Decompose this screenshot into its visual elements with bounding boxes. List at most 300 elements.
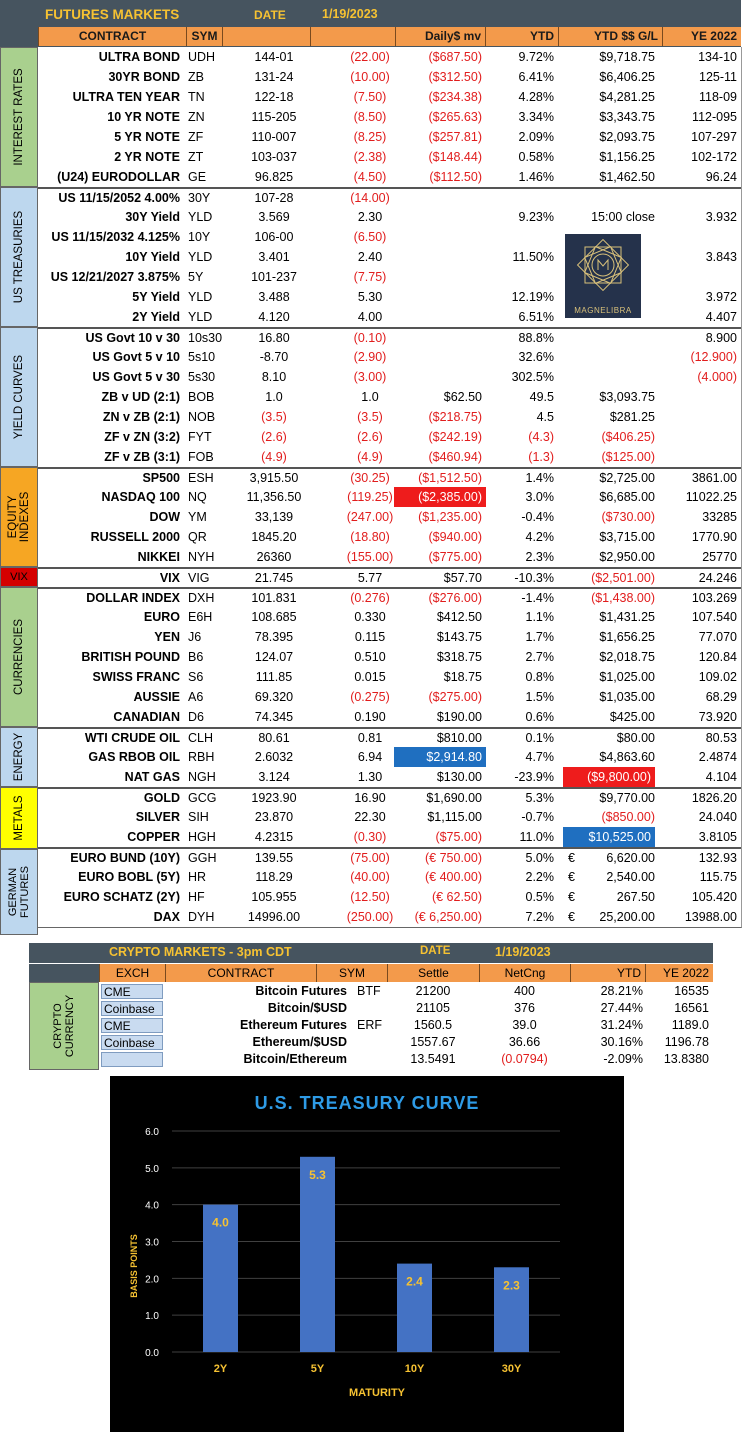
- futures-cell-sym: YLD: [188, 210, 213, 224]
- futures-cell-eur: €: [568, 851, 575, 865]
- futures-cell-last: (2.6): [261, 430, 287, 444]
- futures-cell-last: 115-205: [251, 110, 297, 124]
- futures-cell-chg: (0.276): [350, 591, 390, 605]
- futures-row[interactable]: [38, 47, 741, 67]
- futures-cell-ytd: 2.09%: [518, 130, 554, 144]
- col-header-sym[interactable]: SYM: [186, 27, 222, 46]
- futures-cell-ytd: 1.5%: [525, 690, 554, 704]
- crypto-col-settle[interactable]: Settle: [387, 964, 479, 982]
- chart-data-label: 2.4: [406, 1274, 423, 1289]
- futures-cell-sym: B6: [188, 650, 204, 664]
- futures-cell-last: 103-037: [251, 150, 297, 164]
- futures-row[interactable]: [38, 427, 741, 447]
- futures-cell-last: 122-18: [254, 90, 294, 104]
- futures-cell-gl: $4,281.25: [599, 90, 655, 104]
- futures-cell-last: 110-007: [251, 130, 297, 144]
- futures-cell-ye: 80.53: [705, 731, 737, 745]
- crypto-cell-exch[interactable]: CME: [101, 984, 163, 999]
- futures-row[interactable]: [38, 67, 741, 87]
- futures-cell-ye: 115.75: [699, 870, 737, 884]
- crypto-col-netcng[interactable]: NetCng: [479, 964, 570, 982]
- futures-cell-sym: ZB: [188, 70, 204, 84]
- futures-cell-last: 144-01: [254, 50, 294, 64]
- futures-cell-ytd: -10.3%: [514, 571, 554, 585]
- futures-cell-chg: (119.25): [347, 490, 393, 504]
- futures-cell-gl: ($730.00): [601, 510, 655, 524]
- futures-cell-chg: (4.50): [353, 170, 387, 184]
- futures-row[interactable]: [38, 907, 741, 927]
- col-header-ytd-gl[interactable]: YTD $$ G/L: [558, 27, 662, 46]
- futures-row[interactable]: [38, 707, 741, 727]
- futures-cell-ye: 112-095: [692, 110, 737, 124]
- futures-cell-chg: (75.00): [350, 851, 390, 865]
- crypto-cell-exch[interactable]: Coinbase: [101, 1001, 163, 1016]
- futures-cell-chg: 6.94: [357, 750, 383, 764]
- futures-cell-name: US 12/21/2027 3.875%: [50, 270, 180, 284]
- futures-row[interactable]: [38, 187, 741, 207]
- futures-row[interactable]: [38, 807, 741, 827]
- futures-cell-last: 105.955: [251, 890, 297, 904]
- futures-cell-ytd: 2.7%: [525, 650, 554, 664]
- crypto-cell-contract: Ethereum Futures: [240, 1018, 347, 1032]
- futures-cell-last: 101-237: [251, 270, 297, 284]
- futures-row[interactable]: [38, 827, 741, 847]
- futures-cell-ye: (4.000): [697, 370, 737, 384]
- futures-cell-gl: $1,656.25: [599, 630, 655, 644]
- futures-cell-dmv: ($242.19): [428, 430, 482, 444]
- futures-cell-dmv: ($460.94): [428, 450, 482, 464]
- futures-row[interactable]: [38, 487, 741, 507]
- crypto-cell-exch[interactable]: CME: [101, 1018, 163, 1033]
- futures-cell-dmv: (€ 62.50): [431, 890, 482, 904]
- futures-cell-chg: 1.0: [361, 390, 379, 404]
- futures-cell-last: 8.10: [261, 370, 287, 384]
- futures-cell-ye: (12.900): [690, 350, 737, 364]
- futures-cell-name: SP500: [142, 471, 180, 485]
- futures-date: 1/19/2023: [322, 7, 378, 21]
- col-header-ye-2022[interactable]: YE 2022: [662, 27, 741, 46]
- futures-cell-chg: (10.00): [350, 70, 390, 84]
- futures-row[interactable]: [38, 127, 741, 147]
- futures-cell-ye: 11022.25: [685, 490, 737, 504]
- futures-cell-gl: $2,950.00: [599, 550, 655, 564]
- futures-row[interactable]: [38, 167, 741, 187]
- futures-cell-chg: (7.75): [353, 270, 387, 284]
- category-us-treasuries: US TREASURIES: [0, 187, 38, 327]
- futures-cell-ye: 4.104: [705, 770, 737, 784]
- futures-cell-ytd: 6.41%: [518, 70, 554, 84]
- futures-cell-chg: (12.50): [350, 890, 390, 904]
- futures-row[interactable]: [38, 327, 741, 347]
- futures-cell-sym: 10Y: [188, 230, 211, 244]
- futures-cell-dmv: ($2,385.00): [394, 487, 482, 507]
- futures-cell-sym: YLD: [188, 250, 213, 264]
- futures-cell-dmv: [394, 307, 482, 327]
- futures-cell-name: NASDAQ 100: [101, 490, 180, 504]
- futures-cell-ytd: 2.2%: [525, 870, 554, 884]
- futures-cell-name: AUSSIE: [133, 690, 180, 704]
- futures-row[interactable]: [38, 647, 741, 667]
- futures-row[interactable]: [38, 107, 741, 127]
- futures-cell-ye: 68.29: [705, 690, 737, 704]
- category-currencies: CURRENCIES: [0, 587, 38, 727]
- futures-cell-chg: 5.77: [357, 571, 383, 585]
- futures-row[interactable]: [38, 667, 741, 687]
- futures-cell-chg: (18.80): [350, 530, 390, 544]
- futures-cell-gl: $1,025.00: [599, 670, 655, 684]
- futures-cell-last: 96.825: [254, 170, 294, 184]
- crypto-cell-sym: ERF: [357, 1018, 382, 1032]
- futures-cell-ytd: 1.46%: [518, 170, 554, 184]
- crypto-cell-ye: 16535: [674, 984, 709, 998]
- crypto-col-ye-2022[interactable]: YE 2022: [645, 964, 713, 982]
- futures-cell-name: US 11/15/2052 4.00%: [58, 191, 180, 205]
- futures-cell-last: 26360: [256, 550, 292, 564]
- futures-cell-sym: HGH: [188, 830, 216, 844]
- futures-cell-gl: $80.00: [616, 731, 655, 745]
- col-header-contract[interactable]: CONTRACT: [38, 27, 186, 46]
- futures-row[interactable]: [38, 627, 741, 647]
- futures-row[interactable]: [38, 887, 741, 907]
- chart-x-tick-label: 2Y: [213, 1363, 228, 1375]
- futures-cell-ye: 77.070: [698, 630, 737, 644]
- futures-cell-dmv: (€ 6,250.00): [414, 910, 482, 924]
- futures-cell-ytd: 11.0%: [519, 830, 554, 844]
- futures-cell-sym: S6: [188, 670, 204, 684]
- futures-cell-name: US Govt 5 v 10: [92, 350, 180, 364]
- futures-cell-gl: ($1,438.00): [591, 591, 655, 605]
- futures-cell-last: 3.488: [258, 290, 290, 304]
- futures-cell-sym: J6: [188, 630, 202, 644]
- crypto-cell-exch[interactable]: [101, 1052, 163, 1067]
- crypto-header-spacer: [29, 964, 99, 982]
- futures-cell-sym: YLD: [188, 310, 213, 324]
- futures-cell-sym: FYT: [188, 430, 212, 444]
- crypto-col-ytd[interactable]: YTD: [570, 964, 645, 982]
- futures-cell-name: WTI CRUDE OIL: [84, 731, 180, 745]
- futures-cell-last: 33,139: [254, 510, 294, 524]
- futures-cell-dmv: $62.50: [443, 390, 482, 404]
- futures-cell-last: 111.85: [255, 670, 293, 684]
- futures-cell-gl: $1,462.50: [599, 170, 655, 184]
- futures-cell-gl: $2,018.75: [599, 650, 655, 664]
- futures-row[interactable]: [38, 207, 741, 227]
- futures-cell-last: 23.870: [254, 810, 294, 824]
- futures-row[interactable]: [38, 687, 741, 707]
- chart-x-tick-label: 5Y: [310, 1363, 325, 1375]
- chart-bar-5y[interactable]: [300, 1157, 335, 1352]
- futures-cell-ye: [664, 387, 737, 407]
- futures-row[interactable]: [38, 527, 741, 547]
- crypto-cell-contract: Bitcoin Futures: [255, 984, 347, 998]
- futures-row[interactable]: [38, 587, 741, 607]
- futures-cell-ytd: 0.1%: [525, 731, 554, 745]
- futures-cell-dmv: (€ 400.00): [425, 870, 482, 884]
- futures-cell-dmv: ($148.44): [428, 150, 482, 164]
- futures-cell-last: 107-28: [254, 191, 294, 205]
- futures-cell-ye: 132.93: [698, 851, 737, 865]
- futures-cell-name: EURO BOBL (5Y): [78, 870, 180, 884]
- chart-y-axis-label: BASIS POINTS: [129, 1234, 139, 1298]
- category-german-futures: GERMAN FUTURES: [0, 849, 38, 935]
- futures-cell-ye: 107-297: [691, 130, 737, 144]
- crypto-date-label: DATE: [420, 945, 451, 957]
- futures-cell-sym: UDH: [188, 50, 216, 64]
- futures-cell-ytd: 12.19%: [511, 290, 554, 304]
- futures-cell-gl: 267.50: [616, 890, 655, 904]
- crypto-cell-settle: 21105: [416, 1001, 450, 1015]
- futures-cell-name: SWISS FRANC: [92, 670, 180, 684]
- futures-cell-chg: 22.30: [354, 810, 386, 824]
- futures-cell-chg: 4.00: [357, 310, 383, 324]
- futures-row[interactable]: [38, 767, 741, 787]
- futures-cell-last: 118.29: [255, 870, 293, 884]
- futures-cell-ye: 118-09: [699, 90, 737, 104]
- futures-cell-gl: $2,725.00: [599, 471, 655, 485]
- futures-cell-dmv: [394, 227, 482, 247]
- crypto-row[interactable]: [99, 1051, 713, 1068]
- crypto-cell-settle: 21200: [415, 984, 451, 998]
- futures-cell-dmv: [394, 267, 482, 287]
- futures-cell-name: VIX: [159, 571, 180, 585]
- futures-cell-dmv: [394, 207, 482, 227]
- chart-x-tick-label: 30Y: [501, 1363, 522, 1375]
- futures-row[interactable]: [38, 447, 741, 467]
- futures-cell-sym: 10s30: [188, 331, 223, 345]
- futures-cell-sym: RBH: [188, 750, 215, 764]
- crypto-row[interactable]: [99, 1034, 713, 1051]
- futures-cell-sym: GE: [188, 170, 207, 184]
- chart-y-tick-label: 4.0: [145, 1200, 159, 1212]
- chart-y-tick-label: 6.0: [145, 1127, 159, 1138]
- futures-cell-gl: [559, 367, 655, 387]
- chart-data-label: 5.3: [309, 1167, 326, 1182]
- futures-cell-ye: 24.246: [698, 571, 737, 585]
- futures-cell-ytd: 5.3%: [525, 791, 554, 805]
- futures-cell-name: COPPER: [127, 830, 180, 844]
- futures-cell-dmv: $2,914.80: [394, 747, 482, 767]
- futures-cell-ytd: 4.2%: [525, 530, 554, 544]
- futures-cell-ytd: (4.3): [528, 430, 554, 444]
- crypto-cell-netcng: 376: [514, 1001, 535, 1015]
- futures-cell-ytd: [480, 188, 554, 208]
- futures-row[interactable]: [38, 347, 741, 367]
- futures-cell-sym: DXH: [188, 591, 215, 605]
- futures-cell-sym: DYH: [188, 910, 215, 924]
- futures-row[interactable]: [38, 367, 741, 387]
- futures-row[interactable]: [38, 847, 741, 867]
- futures-cell-last: 106-00: [254, 230, 294, 244]
- crypto-col-contract[interactable]: CONTRACT: [165, 964, 316, 982]
- futures-cell-dmv: $18.75: [443, 670, 482, 684]
- col-header-daily-mv[interactable]: Daily$ mv: [395, 27, 485, 46]
- futures-row[interactable]: [38, 607, 741, 627]
- crypto-row[interactable]: [99, 1017, 713, 1034]
- futures-cell-dmv: $1,115.00: [427, 810, 482, 824]
- futures-cell-name: ZF v ZN (3:2): [104, 430, 180, 444]
- futures-cell-name: ZF v ZB (3:1): [104, 450, 180, 464]
- futures-cell-ytd: 5.0%: [525, 851, 554, 865]
- futures-cell-ye: 3.972: [705, 290, 737, 304]
- futures-row[interactable]: [38, 507, 741, 527]
- crypto-row[interactable]: [99, 1000, 713, 1017]
- futures-cell-name: ZB v UD (2:1): [101, 390, 180, 404]
- futures-row[interactable]: [38, 747, 741, 767]
- futures-cell-chg: (0.10): [353, 331, 387, 345]
- futures-cell-ye: [664, 407, 737, 427]
- futures-row[interactable]: [38, 407, 741, 427]
- futures-cell-ytd: [480, 267, 554, 287]
- crypto-cell-ye: 1196.78: [664, 1035, 709, 1049]
- crypto-cell-settle: 13.5491: [410, 1052, 456, 1066]
- futures-cell-ye: 120.84: [698, 650, 737, 664]
- futures-row[interactable]: [38, 387, 741, 407]
- futures-cell-ytd: -0.4%: [521, 510, 554, 524]
- futures-cell-dmv: ($1,512.50): [418, 471, 482, 485]
- futures-cell-chg: 1.30: [357, 770, 383, 784]
- futures-cell-dmv: ($112.50): [429, 170, 482, 184]
- futures-cell-name: 30YR BOND: [108, 70, 180, 84]
- futures-cell-ye: 3.843: [705, 250, 737, 264]
- futures-cell-chg: (40.00): [350, 870, 390, 884]
- futures-cell-gl: $3,093.75: [599, 390, 655, 404]
- futures-cell-chg: 0.015: [354, 670, 386, 684]
- category-crypto-currency: CRYPTO CURRENCY: [29, 982, 99, 1070]
- futures-cell-ytd: 3.0%: [525, 490, 554, 504]
- futures-cell-dmv: ($312.50): [428, 70, 482, 84]
- crypto-col-exch[interactable]: EXCH: [99, 964, 165, 982]
- futures-cell-name: (U24) EURODOLLAR: [57, 170, 180, 184]
- futures-cell-ytd: 0.58%: [518, 150, 554, 164]
- crypto-markets-table: [29, 943, 713, 1070]
- futures-cell-last: 3.124: [258, 770, 290, 784]
- futures-cell-sym: E6H: [188, 610, 213, 624]
- futures-cell-dmv: $810.00: [436, 731, 482, 745]
- futures-row[interactable]: [38, 867, 741, 887]
- crypto-col-sym[interactable]: SYM: [316, 964, 387, 982]
- futures-cell-ytd: 9.23%: [518, 210, 554, 224]
- futures-cell-last: 11,356.50: [246, 490, 302, 504]
- crypto-cell-contract: Ethereum/$USD: [252, 1035, 347, 1049]
- futures-cell-gl: $281.25: [609, 410, 655, 424]
- futures-cell-chg: (247.00): [346, 510, 394, 524]
- chart-y-tick-label: 1.0: [145, 1311, 159, 1323]
- magnelibra-emblem-icon: [565, 234, 641, 304]
- futures-cell-dmv: [394, 347, 482, 367]
- futures-cell-sym: CLH: [188, 731, 214, 745]
- futures-cell-chg: 0.115: [354, 630, 386, 644]
- futures-cell-name: NAT GAS: [124, 770, 180, 784]
- futures-cell-last: 139.55: [254, 851, 294, 865]
- futures-cell-gl: ($9,800.00): [559, 767, 655, 787]
- futures-cell-eur: €: [568, 910, 575, 924]
- futures-cell-sym: GCG: [188, 791, 217, 805]
- futures-grid: [38, 47, 742, 928]
- futures-cell-last: (4.9): [261, 450, 287, 464]
- futures-cell-ytd: 1.7%: [525, 630, 554, 644]
- futures-row[interactable]: [38, 787, 741, 807]
- futures-cell-dmv: ($687.50): [428, 50, 482, 64]
- futures-title: FUTURES MARKETS: [45, 7, 180, 22]
- futures-cell-sym: 5Y: [188, 270, 204, 284]
- futures-cell-ytd: 1.1%: [525, 610, 554, 624]
- futures-cell-ye: [664, 227, 737, 247]
- futures-cell-dmv: $190.00: [436, 710, 482, 724]
- futures-cell-chg: (3.00): [353, 370, 387, 384]
- futures-cell-dmv: $1,690.00: [426, 791, 482, 805]
- futures-cell-sym: FOB: [188, 450, 214, 464]
- futures-cell-name: ZN v ZB (2:1): [102, 410, 180, 424]
- futures-cell-chg: (22.00): [350, 50, 390, 64]
- chart-title: U.S. TREASURY CURVE: [254, 1093, 480, 1113]
- col-header-last[interactable]: [222, 27, 310, 46]
- futures-cell-ye: 1826.20: [691, 791, 737, 805]
- futures-cell-last: 108.685: [251, 610, 297, 624]
- futures-row[interactable]: [38, 727, 741, 747]
- futures-cell-dmv: ($275.00): [428, 690, 482, 704]
- futures-cell-sym: ZF: [188, 130, 204, 144]
- futures-cell-chg: (4.9): [357, 450, 383, 464]
- futures-cell-ytd: 2.3%: [525, 550, 554, 564]
- futures-row[interactable]: [38, 147, 741, 167]
- crypto-cell-contract: Bitcoin/$USD: [267, 1001, 347, 1015]
- futures-cell-last: 16.80: [258, 331, 290, 345]
- futures-cell-dmv: ($75.00): [435, 830, 482, 844]
- futures-cell-dmv: ($265.63): [428, 110, 482, 124]
- futures-row[interactable]: [38, 467, 741, 487]
- category-energy: ENERGY: [0, 727, 38, 787]
- crypto-cell-netcng: 39.0: [512, 1018, 537, 1032]
- col-header-change[interactable]: [310, 27, 395, 46]
- futures-cell-ye: 33285: [702, 510, 737, 524]
- crypto-cell-ye: 16561: [674, 1001, 709, 1015]
- futures-cell-ye: 107.540: [691, 610, 737, 624]
- futures-cell-name: 5 YR NOTE: [114, 130, 180, 144]
- futures-row[interactable]: [38, 567, 741, 587]
- crypto-cell-exch[interactable]: Coinbase: [101, 1035, 163, 1050]
- futures-cell-chg: (30.25): [350, 471, 390, 485]
- futures-row[interactable]: [38, 87, 741, 107]
- futures-row[interactable]: [38, 547, 741, 567]
- futures-cell-ytd: 3.34%: [518, 110, 554, 124]
- futures-cell-sym: GGH: [188, 851, 217, 865]
- futures-cell-name: EURO SCHATZ (2Y): [63, 890, 180, 904]
- futures-cell-name: ULTRA TEN YEAR: [72, 90, 180, 104]
- futures-cell-dmv: $318.75: [436, 650, 482, 664]
- futures-date-label: DATE: [254, 8, 286, 22]
- category-metals: METALS: [0, 787, 38, 849]
- col-header-ytd[interactable]: YTD: [485, 27, 558, 46]
- futures-cell-chg: 0.190: [354, 710, 386, 724]
- futures-cell-gl: ($850.00): [601, 810, 655, 824]
- futures-cell-ye: [664, 447, 737, 467]
- futures-cell-last: 3.401: [258, 250, 290, 264]
- futures-cell-sym: 30Y: [188, 191, 211, 205]
- futures-cell-gl: ($406.25): [601, 430, 655, 444]
- futures-cell-ye: 2.4874: [698, 750, 737, 764]
- futures-cell-chg: 2.30: [357, 210, 383, 224]
- category-equity-indexes: EQUITY INDEXES: [0, 467, 38, 567]
- futures-cell-ytd: 32.6%: [518, 350, 554, 364]
- futures-cell-chg: (14.00): [350, 191, 390, 205]
- futures-cell-ytd: 88.8%: [518, 331, 554, 345]
- crypto-row[interactable]: [99, 983, 713, 1000]
- chart-y-tick-label: 0.0: [145, 1348, 159, 1359]
- futures-cell-gl: $2,093.75: [599, 130, 655, 144]
- futures-cell-ytd: 0.6%: [525, 710, 554, 724]
- futures-cell-sym: A6: [188, 690, 204, 704]
- futures-cell-gl: [559, 347, 655, 367]
